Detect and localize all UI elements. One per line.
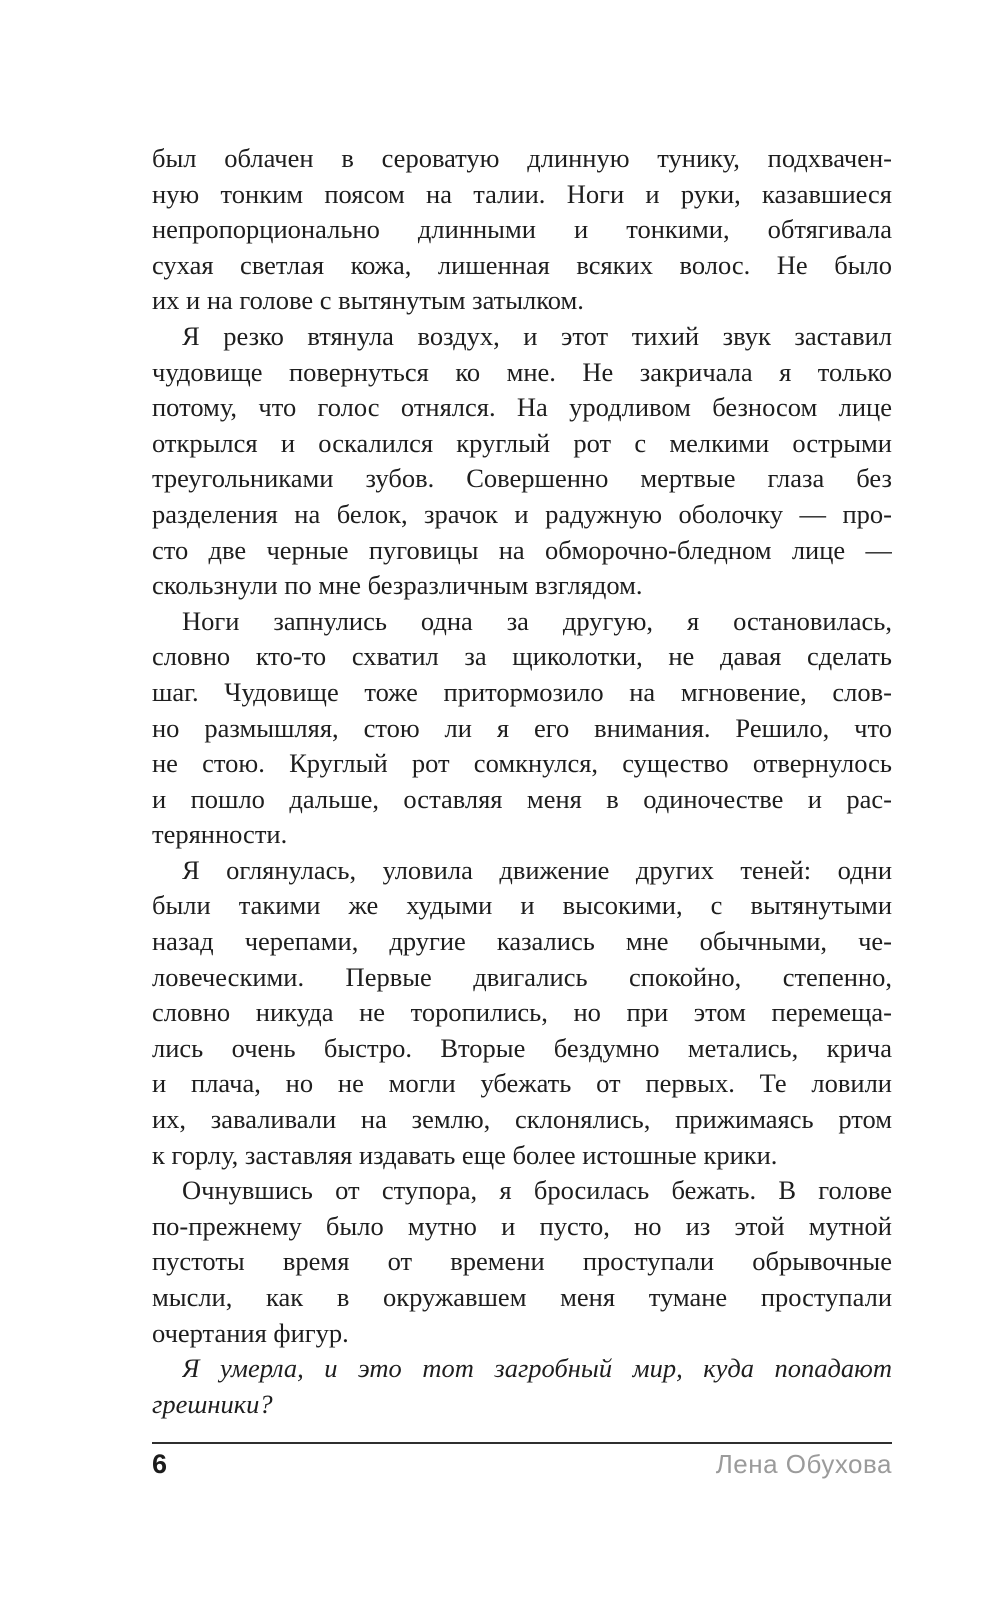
text-line: словно кто-то схватил за щиколотки, не давая сделать: [152, 641, 892, 672]
text-line: чудовище повернуться ко мне. Не закричала я только: [152, 356, 892, 387]
text-line: ловеческими. Первые двигались спокойно, степенно,: [152, 961, 892, 992]
text-line: треугольниками зубов. Совершенно мертвые глаза без: [152, 463, 892, 494]
text-line: к горлу, заставляя издавать еще более истошные крики.: [152, 1139, 778, 1170]
text-line: ную тонким поясом на талии. Ноги и руки, казавшиеся: [152, 178, 892, 209]
text-line: непропорционально длинными и тонкими, обтягивала: [152, 214, 892, 245]
text-line: и плача, но не могли убежать от первых. Те ловили: [152, 1068, 892, 1099]
text-line: их, заваливали на землю, склонялись, прижимаясь ртом: [152, 1104, 892, 1135]
text-line: были такими же худыми и высокими, с вытянутыми: [152, 890, 892, 921]
text-line: разделения на белок, зрачок и радужную оболочку — про-: [152, 498, 892, 529]
text-line: потому, что голос отнялся. На уродливом безносом лице: [152, 392, 892, 423]
text-line: скользнули по мне безразличным взглядом.: [152, 570, 643, 601]
text-line: открылся и оскалился круглый рот с мелкими острыми: [152, 427, 892, 458]
text-line: сухая светлая кожа, лишенная всяких волос. Не было: [152, 249, 892, 280]
text-line: не стою. Круглый рот сомкнулся, существо отвернулось: [152, 748, 892, 779]
text-line: лись очень быстро. Вторые бездумно метались, крича: [152, 1032, 892, 1063]
footer-author: Лена Обухова: [715, 1449, 892, 1479]
text-line: Я резко втянула воздух, и этот тихий звук заставил: [182, 320, 892, 351]
text-line: шаг. Чудовище тоже притормозило на мгновение, слов-: [152, 676, 892, 707]
text-line: их и на голове с вытянутым затылком.: [152, 285, 584, 316]
text-line: Ноги запнулись одна за другую, я остановилась,: [182, 605, 892, 636]
text-line: терянности.: [152, 819, 288, 850]
text-line: назад черепами, другие казались мне обычными, че-: [152, 926, 892, 957]
page-footer: [152, 1442, 892, 1480]
text-line: сто две черные пуговицы на обморочно-бледном лице —: [152, 534, 892, 565]
text-line: был облачен в сероватую длинную тунику, подхвачен-: [152, 143, 892, 173]
text-line: но размышляя, стою ли я его внимания. Решило, что: [152, 712, 892, 743]
text-line: Я оглянулась, уловила движение других теней: одни: [182, 854, 892, 885]
text-block: [152, 141, 892, 1422]
page-number: 6: [152, 1449, 168, 1479]
footer-row: [152, 1444, 892, 1480]
text-line: Очнувшись от ступора, я бросилась бежать. В голове: [182, 1175, 892, 1206]
text-line: словно никуда не торопились, но при этом перемеща-: [152, 997, 892, 1028]
text-line: и пошло дальше, оставляя меня в одиночестве и рас-: [152, 783, 892, 814]
text-line: очертания фигур.: [152, 1317, 349, 1348]
text-line: грешники?: [152, 1388, 273, 1419]
text-line: Я умерла, и это тот загробный мир, куда попадают: [182, 1353, 892, 1384]
text-line: мысли, как в окружавшем меня тумане проступали: [152, 1282, 892, 1312]
text-line: пустоты время от времени проступали обрывочные: [152, 1246, 892, 1277]
text-line: по-прежнему было мутно и пусто, но из этой мутной: [152, 1210, 892, 1241]
